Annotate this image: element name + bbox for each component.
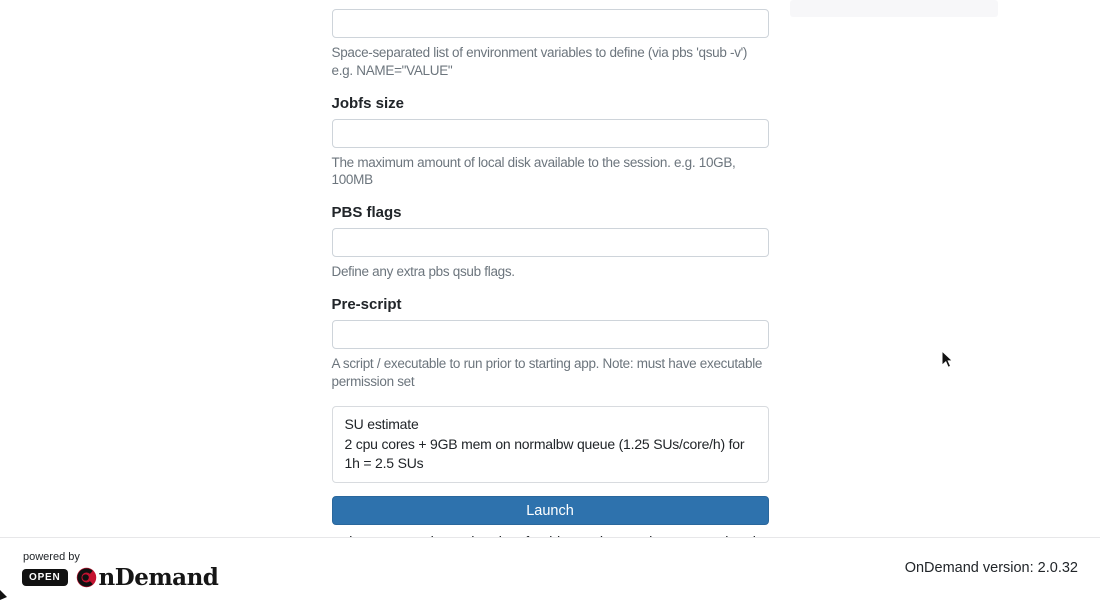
su-estimate-detail: 2 cpu cores + 9GB mem on normalbw queue (1.25 SUs/core/h) for 1h = 2.5 SUs bbox=[344, 435, 745, 472]
pbs-flags-help: Define any extra pbs qsub flags. bbox=[331, 264, 515, 280]
launch-button[interactable]: Launch bbox=[332, 496, 769, 525]
pbs-flags-input[interactable] bbox=[332, 228, 769, 257]
form-group-pbs-flags bbox=[332, 204, 769, 281]
open-badge: OPEN bbox=[22, 569, 68, 586]
pbs-flags-label: PBS flags bbox=[331, 204, 402, 222]
environment-variables-help: Space-separated list of environment variables to define (via pbs 'qsub -v') e.g. NAME="VALUE" bbox=[331, 45, 748, 78]
form-group-pre-script bbox=[332, 296, 769, 391]
mouse-cursor-icon bbox=[941, 350, 954, 369]
pre-script-label: Pre-script bbox=[331, 296, 402, 314]
open-ondemand-logo bbox=[22, 566, 218, 589]
ondemand-branding bbox=[22, 551, 218, 589]
page-footer bbox=[0, 537, 1100, 600]
environment-variables-input[interactable] bbox=[332, 9, 769, 38]
ondemand-o-icon bbox=[75, 566, 98, 589]
su-estimate-panel bbox=[332, 406, 769, 484]
pre-script-input[interactable] bbox=[332, 320, 769, 349]
ondemand-wordmark: nDemand bbox=[98, 564, 219, 591]
powered-by-text: powered by bbox=[23, 551, 80, 563]
top-right-placeholder bbox=[790, 0, 998, 17]
form-group-environment-variables bbox=[332, 9, 769, 80]
ondemand-version-text: OnDemand version: 2.0.32 bbox=[904, 560, 1078, 576]
jobfs-size-input[interactable] bbox=[332, 119, 769, 148]
corner-cursor-fragment-icon bbox=[0, 590, 8, 600]
jobfs-size-label: Jobfs size bbox=[331, 94, 405, 112]
session-launch-form bbox=[332, 0, 769, 573]
form-group-jobfs-size bbox=[332, 95, 769, 190]
pre-script-help: A script / executable to run prior to starting app. Note: must have executable permission set bbox=[331, 356, 763, 389]
jobfs-size-help: The maximum amount of local disk available to the session. e.g. 10GB, 100MB bbox=[331, 154, 736, 188]
su-estimate-title: SU estimate bbox=[344, 415, 419, 432]
